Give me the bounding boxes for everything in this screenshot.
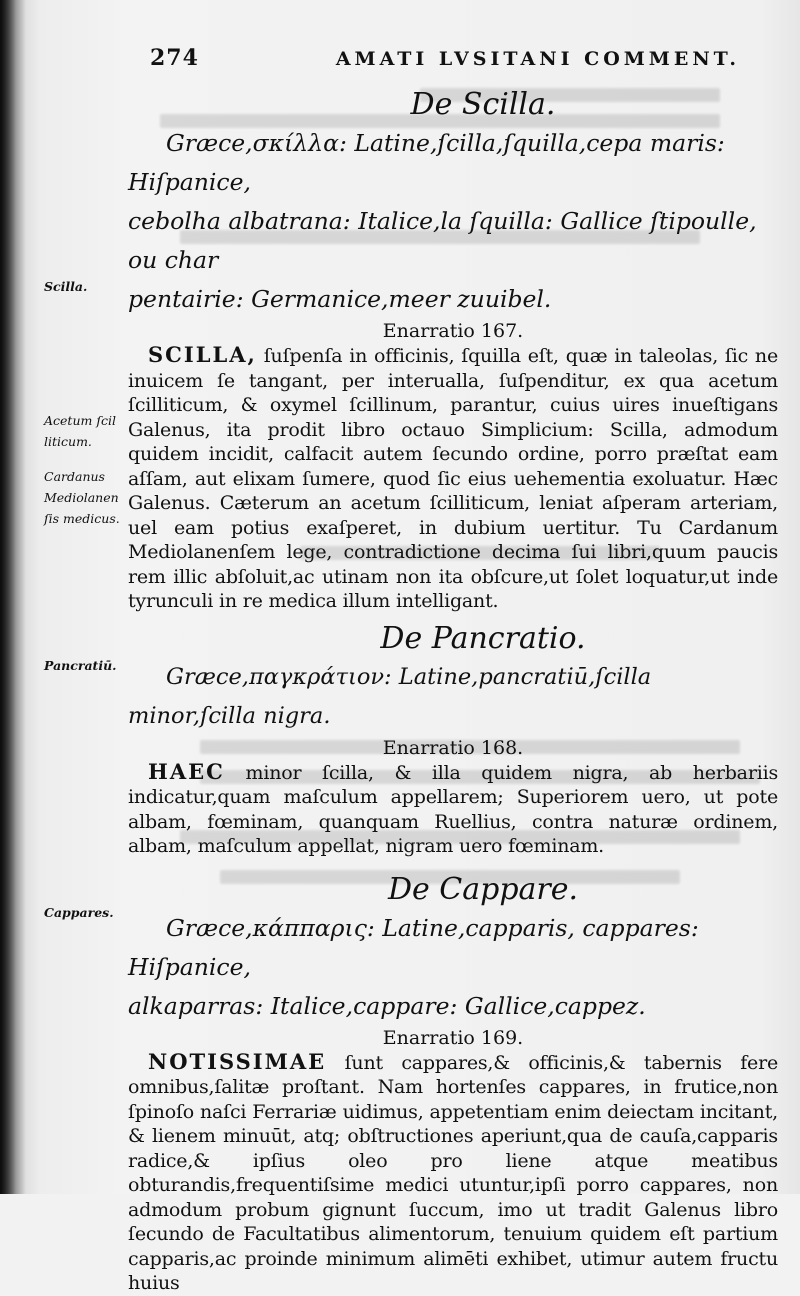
section-cappare: [128, 871, 778, 1296]
marginal-note-scilla: Scilla.: [44, 279, 88, 294]
commentary-paragraph: [128, 1050, 778, 1296]
commentary-paragraph: [128, 760, 778, 859]
page-number: 274: [150, 45, 199, 71]
paragraph-body: minor ſcilla, & illa quidem nigra, ab herbariis indicatur,quam maſculum appellarem; Superiorem uero, ut pote albam, fœminam, quanquam Ruellius, contra naturæ ordinem, albam, maſculum appellat, nigram uero fœminam.: [128, 761, 779, 857]
paragraph-body: ſuſpenſa in officinis, ſquilla eſt, quæ in taleolas, ſic ne inuicem ſe tangant, per interualla, ſuſpenditur, ex qua acetum ſcilliticum, & oxymel ſcillinum, parantur, cuius uires inueſtigans Galenus, ita prodit libro octauo Simplicium: Scilla, admodum quidem incidit, calfacit autem ſecundo ordine, porro præſtat eam aſſam, aut elixam ſumere, quod ſic eius uehementia exoluatur. Hæc Galenus. Cæterum an acetum ſcilliticum, leniat aſperam arteriam, uel eam potius exaſperet, in dubium uertitur. Tu Cardanum Mediolanenſem lege, contradictione decima ſui libri,quum paucis rem illic abſoluit,ac utinam non ita obſcure,ut ſolet loquatur,ut inde tyrunculi in re medica illum intelligant.: [128, 345, 778, 612]
section-title: De Pancratio.: [380, 620, 586, 656]
section-pancratio: [128, 620, 778, 859]
lead-word: HAEC: [148, 758, 225, 784]
running-head-title: AMATI LVSITANI COMMENT.: [335, 48, 740, 70]
marginal-note-cardanus: Cardanus Mediolanen ſis medicus.: [44, 469, 120, 526]
enarratio-heading: Enarratio 167.: [382, 320, 524, 342]
synonym-line: cebolha albatrana: Italice,la ſquilla: Gallice ſtipoulle, ou char: [128, 207, 757, 274]
commentary-paragraph: [128, 343, 778, 614]
marginal-note-acetum: Acetum ſcil liticum.: [44, 413, 116, 449]
section-scilla: [128, 86, 778, 614]
gutter-shadow: [0, 0, 26, 1194]
synonym-line: Græce,σκίλλα: Latine,ſcilla,ſquilla,cepa maris: Hiſpanice,: [128, 129, 725, 196]
paragraph-body: ſunt cappares,& officinis,& tabernis fere omnibus,ſalitæ proſtant. Nam hortenſes cappares, in frutice,non ſpinoſo naſci Ferrariæ uidimus, appetentiam enim deiectam incitant, & lienem minuūt, atq; obſtructiones aperiunt,qua de cauſa,capparis radice,& ipſius oleo pro liene atque meatibus obturandis,frequentiſsime medici utuntur,ipſi porro cappares, non admodum probum gignunt ſuccum, imo ut tradit Galenus libro ſecundo de Facultatibus alimentorum, tenuium quidem eſt partium capparis,ac proinde minimum alimēti exhibet, utimur autem fructu huius: [128, 1051, 779, 1294]
enarratio-heading: Enarratio 168.: [382, 736, 524, 759]
synonym-line: Græce,κάππαρις: Latine,capparis, cappares: Hiſpanice,: [128, 913, 699, 981]
marginal-note-cappares: Cappares.: [44, 905, 114, 920]
running-head: [150, 45, 780, 71]
section-title: De Scilla.: [410, 87, 556, 122]
section-title: De Cappare.: [387, 871, 579, 907]
synonym-line: alkaparras: Italice,cappare: Gallice,cappez.: [128, 991, 646, 1020]
marginal-note-pancratium: Pancratiū.: [44, 658, 117, 673]
synonym-line: pentairie: Germanice,meer zuuibel.: [128, 285, 552, 313]
lead-word: NOTISSIMAE: [148, 1048, 327, 1074]
synonym-line: Græce,παγκράτιον: Latine,pancratiū,ſcilla minor,ſcilla nigra.: [128, 663, 652, 729]
enarratio-heading: Enarratio 169.: [382, 1026, 524, 1049]
main-text: [128, 80, 778, 1296]
lead-word: SCILLA,: [148, 342, 257, 367]
